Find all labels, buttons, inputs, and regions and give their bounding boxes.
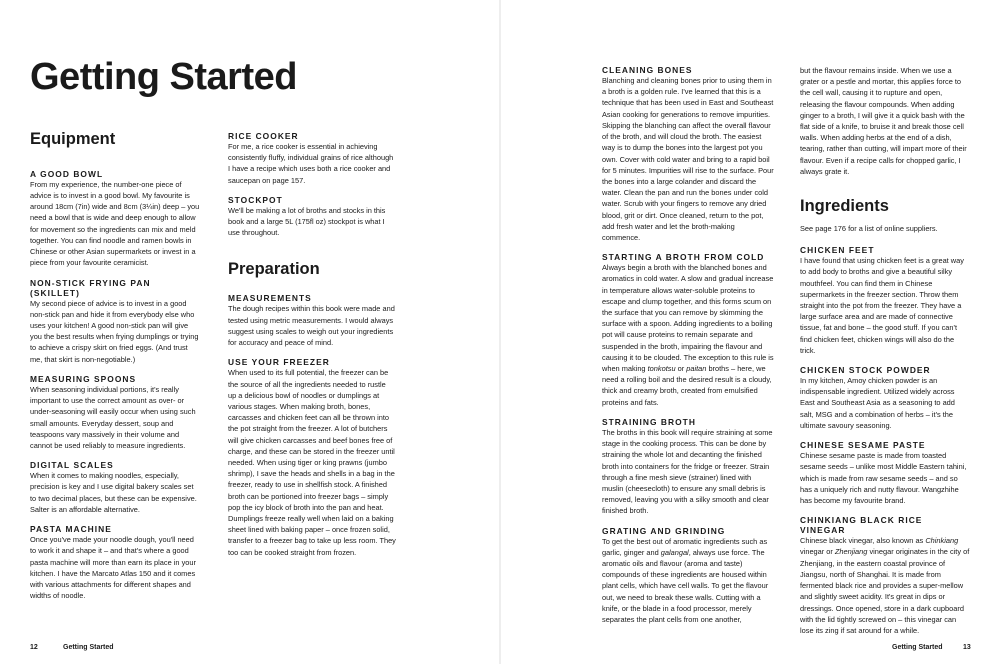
text-run: , always use force. The aromatic oils and flavour (aroma and taste) compounds of these ingredients are housed within plant cells, which have cell walls. To get the flavour out, we need to break these walls. Cutting with a knife, or the blade in a food processor, merely separates the plant cells from one another, (602, 547, 769, 625)
section-heading: STRAINING BROTH (602, 416, 696, 427)
text-run: To get the best out of aromatic ingredients such as garlic, ginger and (602, 536, 768, 557)
ingredients-intro: See page 176 for a list of online suppliers. (800, 223, 938, 233)
left-column-2 (228, 131, 396, 558)
section-text (800, 535, 970, 636)
section-text: From my experience, the number-one piece of advice is to invest in a good bowl. My favourite is around 18cm (7in) wide and 8cm (3¼in) deep – you need a bowl that is wide and deep enough to allow for movement so the ingredients can mix and meld together. You can find noodle and ramen bowls in Chinese or other Asian supermarkets or invest in a piece from your favourite ceramicist. (30, 179, 200, 268)
ingredients-heading: Ingredients (800, 197, 889, 216)
section-text: Blanching and cleaning bones prior to using them in a broth is a golden rule. I've learned that this is a technique that has been used in East and Southeast Asian cooking for generations to remove impurities. Skipping the blanching can affect the overall flavour of the broth, and will cloud the broth. The easiest way is to dump the bones into the largest pot you own. Cover with cold water and bring to a rapid boil for 5 minutes. Impurities will rise to the surface. Pour the bones into a large colander and discard the water. Clean the pan and run the bones under cold water. Scrub with your fingers to remove any dried blood, grit or dirt. Once cleaned, return to the pot, add fresh water and let the broth-making commence. (602, 76, 774, 242)
text-run: vinegar or (800, 547, 835, 557)
equipment-heading: Equipment (30, 130, 116, 148)
section-measurements (228, 293, 396, 348)
section-frying-pan (30, 278, 200, 365)
section-broth-from-cold (602, 252, 774, 408)
section-heading: CLEANING BONES (602, 65, 693, 75)
section-heading: MEASUREMENTS (228, 293, 312, 304)
section-heading: CHINKIANG BLACK RICE VINEGAR (800, 515, 923, 536)
section-heading: NON-STICK FRYING PAN (SKILLET) (30, 277, 151, 298)
section-chicken-stock-powder (800, 365, 970, 431)
section-rice-cooker (228, 131, 396, 186)
section-heading: USE YOUR FREEZER (228, 357, 330, 368)
section-text: In my kitchen, Amoy chicken powder is an indispensable ingredient. Utilized widely across East and Southeast Asia as a seasoning to add salt, MSG and a combination of herbs – it's the ultimate savoury seasoning. (800, 376, 955, 430)
section-grating-grinding (602, 526, 774, 626)
section-text: I have found that using chicken feet is a great way to add body to broths and give a beautiful silky mouthfeel. You can find them in Chinese supermarkets in the freezer section. Throw them straight into the pot from the freezer. They have a large surface area and are made of connective tissue, fat and bone – the good stuff. If you can't find chicken feet, chicken wings will also do the trick. (800, 256, 964, 355)
right-column-1 (602, 65, 774, 625)
section-text: When used to its full potential, the freezer can be the source of all the ingredients needed to rustle up a delicious bowl of noodles or dumplings at various stages. When making broth, bones, carcasses and chicken feet can all be thrown into the pot straight from the freezer. A lot of butchers will give chicken carcasses and beef bones free of charge, and these can be stored in the freezer until needed. When using tiger or king prawns (jumbo shrimp), I save the heads and shells in a bag in the freezer, ready to use in shellfish stock. A finished broth can be portioned into freezer bags – simply pop the icy block of broth into the pan and heat. Dumplings freeze really well when laid on a baking sheet lined with baking paper – once frozen solid, transfer to a freezer bag to take up less room. They too can be cooked straight from frozen. (228, 368, 396, 557)
section-heading: CHINESE SESAME PASTE (800, 440, 926, 451)
right-page (501, 0, 1000, 664)
italic-term: paitan (686, 364, 707, 374)
section-text: The dough recipes within this book were made and tested using metric measurements. I would always suggest using scales to weigh out your ingredients for accuracy and peace of mind. (228, 304, 395, 348)
section-good-bowl (30, 169, 200, 269)
section-heading: CHICKEN STOCK POWDER (800, 364, 931, 375)
section-heading: MEASURING SPOONS (30, 373, 137, 384)
text-run: broths – here, we need a rolling boil and the desired result is a cloudy, thick and creamy broth, created from emulsified proteins and fats. (602, 364, 772, 407)
section-text: Once you've made your noodle dough, you'll need to work it and shape it – and that's where a good pasta machine will more than earn its place in your kitchen. I have the Marcato Atlas 150 and it comes with various attachments for different shapes and widths of noodle. (30, 535, 196, 601)
section-pasta-machine (30, 524, 200, 601)
section-heading: A GOOD BOWL (30, 168, 104, 179)
section-heading: PASTA MACHINE (30, 524, 112, 535)
text-run: or (675, 364, 687, 374)
section-text: For me, a rice cooker is essential in achieving consistently fluffy, individual grains of rice although I have a recipe which uses both a rice cooker and saucepan on page 157. (228, 142, 394, 185)
section-stockpot (228, 195, 396, 239)
italic-term: tonkotsu (647, 364, 676, 374)
section-text (602, 536, 774, 626)
section-use-your-freezer (228, 357, 396, 558)
left-column-1 (30, 130, 200, 601)
section-chinese-sesame-paste (800, 440, 970, 506)
section-black-rice-vinegar (800, 515, 970, 636)
grating-continued-text: but the flavour remains inside. When we use a grater or a pestle and mortar, this applies force to the cell wall, causing it to rupture and open, releasing the flavour compounds. When adding ginger to a broth, I will give it a quick bash with the flat side of a knife, to bruise it and break those cell walls. When adding herbs at the end of a dish, tearing, rather than cutting, will impart more of their flavour. Even if a recipe calls for chopped garlic, I always grate it. (800, 66, 967, 176)
section-chicken-feet (800, 245, 970, 356)
section-text (602, 262, 774, 408)
footer-chapter-label: Getting Started (892, 644, 943, 651)
section-text: Chinese sesame paste is made from toasted sesame seeds – unlike most Middle Eastern tahini, which is made from raw sesame seeds – and so has a uniquely rich and nutty flavour. Wangzhihe has become my favourite brand. (800, 451, 967, 505)
section-heading: GRATING AND GRINDING (602, 525, 726, 536)
section-heading: DIGITAL SCALES (30, 460, 114, 471)
section-straining-broth (602, 417, 774, 517)
section-text: My second piece of advice is to invest in a good non-stick pan and hide it from everybody else who uses your kitchen! A good non-stick pan will give you the best results when frying dumplings or trying to achieve a crispy skirt on fried eggs. (And trust me, that skirt is non-negotiable.) (30, 298, 199, 364)
text-run: Always begin a broth with the blanched bones and aromatics in cold water. A slow and gradual increase in temperature allows water-soluble proteins to escape and clump together, and this forms scum on the surface that you can remove by skimming the surface with a spoon. Adding ingredients to a boiling pot will cause proteins to remain separate and suspended in the broth, impairing the flavour and causing it to be clouded. The exception to this rule is when making (602, 263, 774, 374)
section-text: We'll be making a lot of broths and stocks in this book and a large 5L (175fl oz) stockpot is what I use throughout. (228, 205, 386, 238)
section-text: The broths in this book will require straining at some stage in the cooking process. This can be done by straining the whole lot and decanting the finished broth into containers for the fridge or freezer. Strain through a fine mesh sieve (strainer) lined with muslin (cheesecloth) to ensure any small debris is removed, leaving you with a silky smooth and clear finished broth. (602, 427, 773, 516)
left-page (0, 0, 499, 664)
section-measuring-spoons (30, 374, 200, 451)
right-column-2 (800, 65, 970, 636)
section-heading: CHICKEN FEET (800, 245, 875, 256)
section-digital-scales (30, 460, 200, 515)
italic-term: Chinkiang (925, 536, 959, 546)
footer-page-number: 12 (30, 644, 38, 651)
section-heading: RICE COOKER (228, 131, 299, 141)
footer-chapter-label: Getting Started (63, 644, 114, 651)
section-heading: STOCKPOT (228, 194, 283, 205)
section-heading: STARTING A BROTH FROM COLD (602, 252, 765, 263)
section-text: When seasoning individual portions, it's really important to use the correct amount as over- or under-seasoning will easily occur when using such small amounts. Everyday dessert, soup and teaspoons vary massively in their volume and cannot be used reliably to measure ingredients. (30, 384, 196, 450)
section-text: When it comes to making noodles, especially, precision is key and I use digital bakery scales set to two decimal places, but these can be expensive. Salter is an affordable alternative. (30, 471, 197, 514)
preparation-heading: Preparation (228, 259, 320, 278)
italic-term: galangal (660, 547, 689, 557)
page-title: Getting Started (30, 56, 297, 98)
text-run: vinegar originates in the city of Zhenjiang, in the eastern coastal province of Jiangsu, north of Shanghai. It is made from fermented black rice and provides a super-mellow and slightly sweet acidity. It's great in dips or dressings. Once opened, store in a dark cupboard with the lid tightly screwed on – this vinegar can lose its zing if sat around for a while. (800, 547, 970, 635)
text-run: Chinese black vinegar, also known as (800, 536, 926, 546)
footer-page-number: 13 (963, 644, 971, 651)
section-cleaning-bones (602, 65, 774, 243)
italic-term: Zhenjiang (834, 547, 868, 557)
